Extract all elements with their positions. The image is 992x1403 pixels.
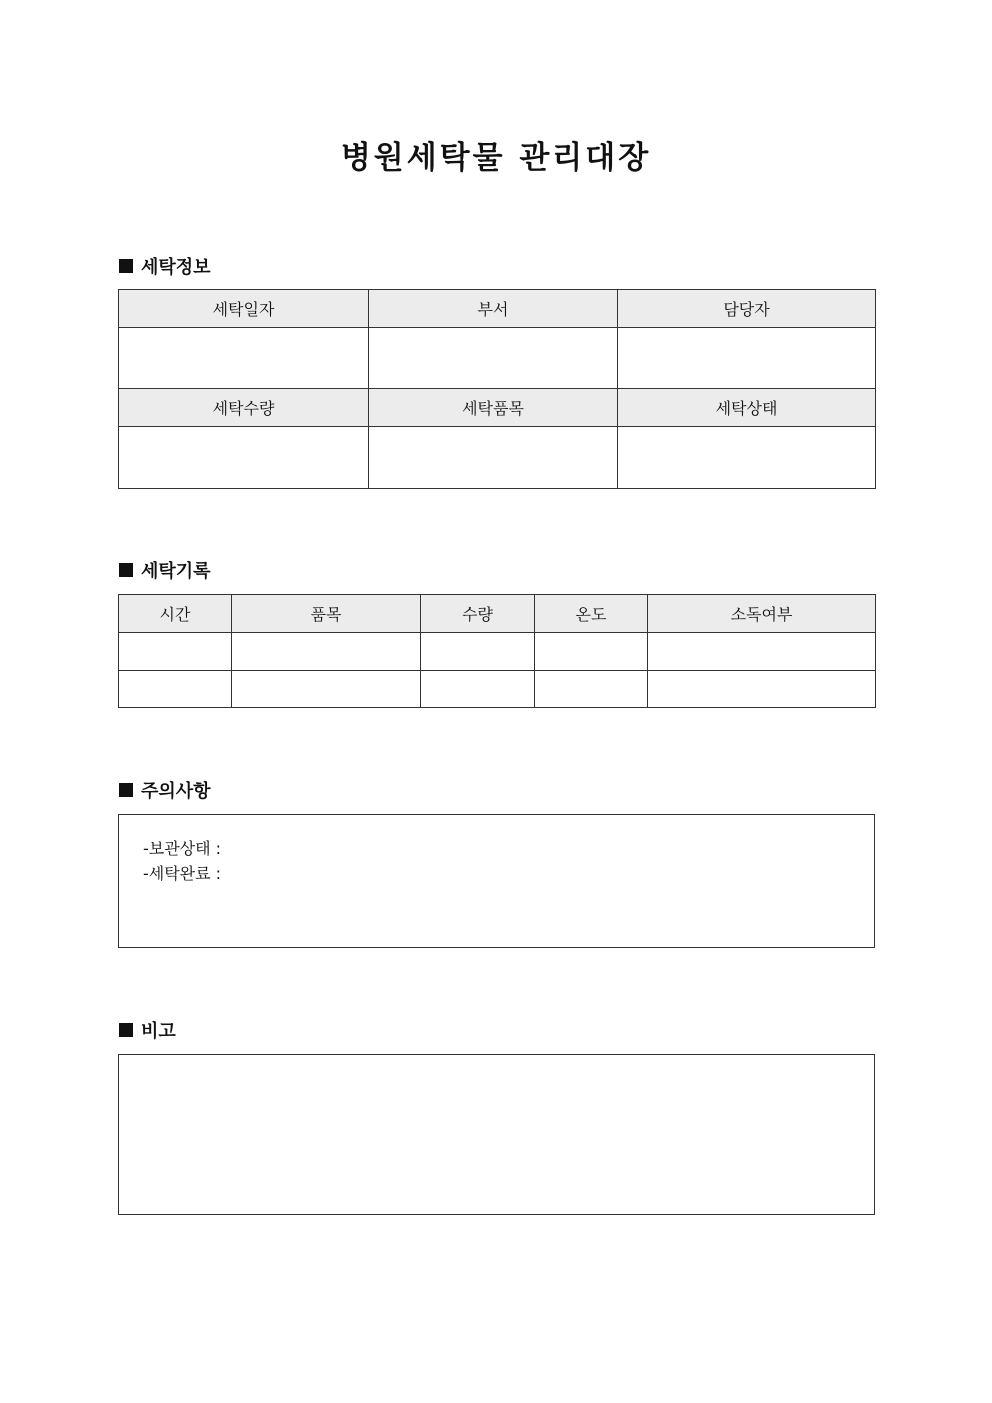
input-cell-wash-date[interactable] xyxy=(119,328,369,389)
input-cell-quantity[interactable] xyxy=(421,671,535,708)
input-cell-item[interactable] xyxy=(232,671,421,708)
section-heading-label: 비고 xyxy=(141,1021,176,1042)
info-table xyxy=(118,289,876,489)
input-cell-temperature[interactable] xyxy=(535,633,648,671)
remarks-box[interactable] xyxy=(118,1054,875,1215)
input-cell-manager[interactable] xyxy=(618,328,876,389)
input-cell-temperature[interactable] xyxy=(535,671,648,708)
note-storage-status: -보관상태 : xyxy=(143,839,222,858)
section-heading-info xyxy=(119,253,211,279)
header-cell-disinfection: 소독여부 xyxy=(648,595,876,633)
input-cell-wash-status[interactable] xyxy=(618,427,876,489)
section-heading-label: 세탁기록 xyxy=(141,561,211,582)
square-bullet-icon xyxy=(119,783,133,797)
section-heading-label: 세탁정보 xyxy=(141,257,211,278)
section-heading-label: 주의사항 xyxy=(141,781,211,802)
table-row xyxy=(119,633,876,671)
square-bullet-icon xyxy=(119,259,133,273)
header-cell-wash-status: 세탁상태 xyxy=(618,389,876,427)
table-row xyxy=(119,671,876,708)
square-bullet-icon xyxy=(119,563,133,577)
input-cell-time[interactable] xyxy=(119,633,232,671)
records-table xyxy=(118,594,876,708)
page-title: 병원세탁물 관리대장 xyxy=(340,140,652,176)
input-cell-disinfection[interactable] xyxy=(648,633,876,671)
header-cell-wash-date: 세탁일자 xyxy=(119,290,369,328)
header-cell-wash-quantity: 세탁수량 xyxy=(119,389,369,427)
notes-box[interactable] xyxy=(118,814,875,948)
section-heading-remarks xyxy=(119,1017,176,1043)
input-cell-wash-quantity[interactable] xyxy=(119,427,369,489)
input-cell-quantity[interactable] xyxy=(421,633,535,671)
section-heading-records xyxy=(119,557,211,583)
header-cell-time: 시간 xyxy=(119,595,232,633)
input-cell-time[interactable] xyxy=(119,671,232,708)
input-cell-department[interactable] xyxy=(369,328,618,389)
input-cell-wash-items[interactable] xyxy=(369,427,618,489)
header-cell-manager: 담당자 xyxy=(618,290,876,328)
input-cell-item[interactable] xyxy=(232,633,421,671)
header-cell-wash-items: 세탁품목 xyxy=(369,389,618,427)
header-cell-temperature: 온도 xyxy=(535,595,648,633)
header-cell-quantity: 수량 xyxy=(421,595,535,633)
section-heading-notes xyxy=(119,777,211,803)
input-cell-disinfection[interactable] xyxy=(648,671,876,708)
note-wash-complete: -세탁완료 : xyxy=(143,864,222,883)
header-cell-item: 품목 xyxy=(232,595,421,633)
square-bullet-icon xyxy=(119,1023,133,1037)
header-cell-department: 부서 xyxy=(369,290,618,328)
